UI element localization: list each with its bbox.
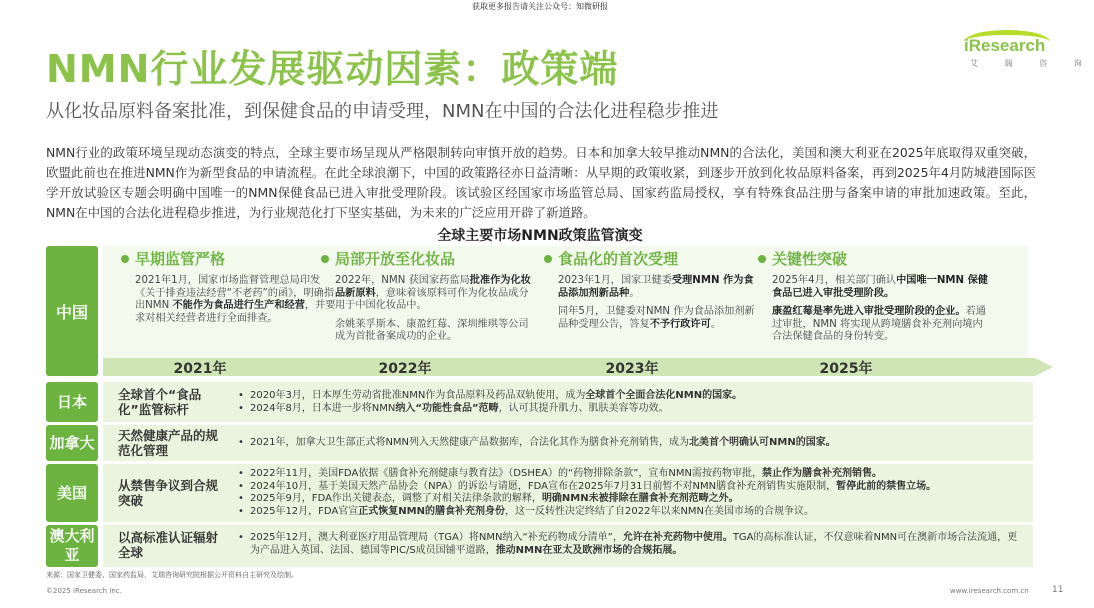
timeline-arrow	[103, 358, 1053, 376]
row-items	[236, 390, 1026, 415]
stage-title: 食品化的首次受理	[558, 250, 679, 268]
page-subtitle: 从化妆品原料备案批准，到保健食品的申请受理，NMN在中国的合法化进程稳步推进	[46, 101, 719, 122]
bullet-dot-icon	[321, 255, 329, 263]
stage-early	[121, 248, 336, 331]
year-label: 2025年	[819, 361, 873, 377]
timeline-title: 全球主要市场NMN政策监管演变	[437, 228, 643, 244]
country-label-australia: 澳大利亚	[46, 525, 98, 567]
list-item: • 2021年，加拿大卫生部正式将NMN列入天然健康产品数据库，合法化其作为膳食补充剂销售，成为北美首个明确认可NMN的国家。	[236, 437, 1026, 450]
stage-text: ，意味着该原料可作为化妆品成分用于中国化妆品中。	[335, 287, 529, 312]
logo-tagline: 艾 瑞 咨 询	[970, 59, 1094, 68]
row-items	[236, 468, 1026, 518]
stage-bold: 不能作为食品进行生产和经营	[172, 300, 305, 312]
row-category: 天然健康产品的规范化管理	[118, 428, 219, 458]
list-item: • 2022年11月，美国FDA依据《膳食补充剂健康与教育法》（DSHEA）的“药物排除条款”，宣布NMN需按药物审批，禁止作为膳食补充剂销售。	[236, 468, 1026, 481]
china-label: 中国	[46, 246, 98, 376]
intro-paragraph: NMN行业的政策环境呈现动态演变的特点，全球主要市场呈现从严格限制转向审慎开放的趋势。日本和加拿大较早推动NMN的合法化，美国和澳大利亚在2025年底取得双重突破，欧盟此前也在推进NMN作为新型食品的申请流程。在此全球浪潮下，中国的政策路径亦日益清晰：从早期的政策收紧，到逐步开放到化妆品原料备案，再到2025年4月防城港国际医学开放试验区专题会明确中国唯一的NMN保健食品已进入审批受理阶段。该试验区经国家市场监管总局、国家药监局授权，享有特殊食品注册与备案申请的审批加速政策。至此，NMN在中国的合法化进程稳步推进，为行业规范化打下坚实基础，为未来的广泛应用开辟了新道路。	[46, 145, 1036, 220]
country-label-canada: 加拿大	[46, 425, 98, 461]
stage-text: 2023年1月，国家卫健委	[558, 275, 672, 286]
stage-text: 。	[629, 287, 640, 299]
stage-text: ，并要求对相关经营者进行全面排查。	[135, 300, 336, 324]
list-item: • 2025年9月，FDA作出关键表态，调整了对相关法律条款的解释，明确NMN未被排除在膳食补充剂范畴之外。	[236, 493, 1026, 506]
page-number: 11	[1052, 585, 1064, 595]
stage-food	[544, 248, 759, 337]
bullet-dot-icon	[121, 255, 129, 263]
stage-cosmetics	[321, 248, 536, 350]
year-label: 2021年	[173, 361, 227, 377]
logo-brand: iResearch	[964, 36, 1046, 55]
country-label-japan: 日本	[46, 382, 98, 422]
country-label-usa: 美国	[46, 464, 98, 522]
stage-bold: 不予行政许可	[649, 318, 711, 330]
stage-breakthrough	[758, 248, 988, 350]
stage-text: 2025年4月，相关部门确认	[772, 275, 897, 286]
bullet-dot-icon	[758, 255, 766, 263]
top-note: 获取更多报告请关注公众号：知微研报	[472, 2, 608, 11]
row-category: 全球首个“食品化”监管标杆	[118, 387, 202, 417]
list-item: • 2024年8月，日本进一步将NMN纳入“功能性食品”范畴，认可其提升肌力、肌肤美容等功效。	[236, 403, 1026, 416]
row-category: 以高标准认证辐射全球	[118, 530, 219, 560]
iresearch-logo	[958, 30, 1094, 72]
stage-title: 关键性突破	[772, 250, 848, 268]
list-item: • 2025年12月，FDA官宣正式恢复NMN的膳食补充剂身份，这一反转性决定终结了自2022年以来NMN在美国市场的合规争议。	[236, 506, 1026, 519]
stage-title: 局部开放至化妆品	[335, 250, 456, 268]
copyright: ©2025 iResearch Inc.	[46, 587, 122, 595]
stage-bold: 康盈红莓是率先进入审批受理阶段的企业。	[772, 306, 966, 318]
list-item: • 2020年3月，日本厚生劳动省批准NMN作为食品原料及药品双轨使用，成为全球首个全面合法化NMN的国家。	[236, 390, 1026, 403]
stage-title: 早期监管严格	[135, 250, 226, 268]
bullet-dot-icon	[544, 255, 552, 263]
source-note: 来源：国家卫健委、国家药监局，艾瑞咨询研究院根据公开资料自主研究及绘制。	[46, 571, 298, 579]
stage-text: 2021年1月，国家市场监督管理总局印发《关于排查违法经营“不老药”的函》，明确指出NMN	[135, 275, 335, 312]
footer-url: www.iresearch.com.cn	[950, 587, 1029, 595]
row-category: 从禁售争议到合规突破	[118, 478, 219, 508]
stage-bold: 批准作为化妆品新原料	[335, 275, 531, 299]
row-items	[236, 532, 1026, 557]
year-label: 2022年	[378, 361, 432, 377]
row-items	[236, 437, 1026, 450]
stage-text: 。	[710, 318, 721, 330]
stage-text: 同年5月，卫健委对NMN 作为食品添加剂新品种受理公告，答复	[558, 306, 755, 330]
stage-text: 若通过审批，NMN 将实现从跨境膳食补充剂向境内合法保健食品的身份转变。	[772, 306, 986, 343]
stage-text: 余姚莱孚斯本、康盈红莓、深圳维琪等公司成为首批备案成功的企业。	[335, 318, 529, 343]
stage-text: 2022年，NMN 获国家药监局	[335, 275, 470, 286]
year-label: 2023年	[605, 361, 659, 377]
stage-bold: 中国唯一NMN 保健食品已进入审批受理阶段。	[772, 275, 988, 299]
stage-bold: 受理NMN 作为食品添加剂新品种	[558, 275, 754, 299]
list-item: • 2024年10月，基于美国天然产品协会（NPA）的诉讼与请愿，FDA宣布在2025年7月31日前暂不对NMN膳食补充剂销售实施限制，暂停此前的禁售立场。	[236, 481, 1026, 494]
list-item: • 2025年12月，澳大利亚医疗用品管理局（TGA）将NMN纳入“补充药物成分清单”，允许在补充药物中使用。TGA的高标准认证，不仅意味着NMN可在澳新市场合法流通，更为产品进入英国、法国、德国等PIC/S成员国铺平道路，推动NMN在亚太及欧洲市场的合规拓展。	[236, 532, 1026, 557]
page-title: NMN行业发展驱动因素：政策端	[46, 47, 619, 91]
